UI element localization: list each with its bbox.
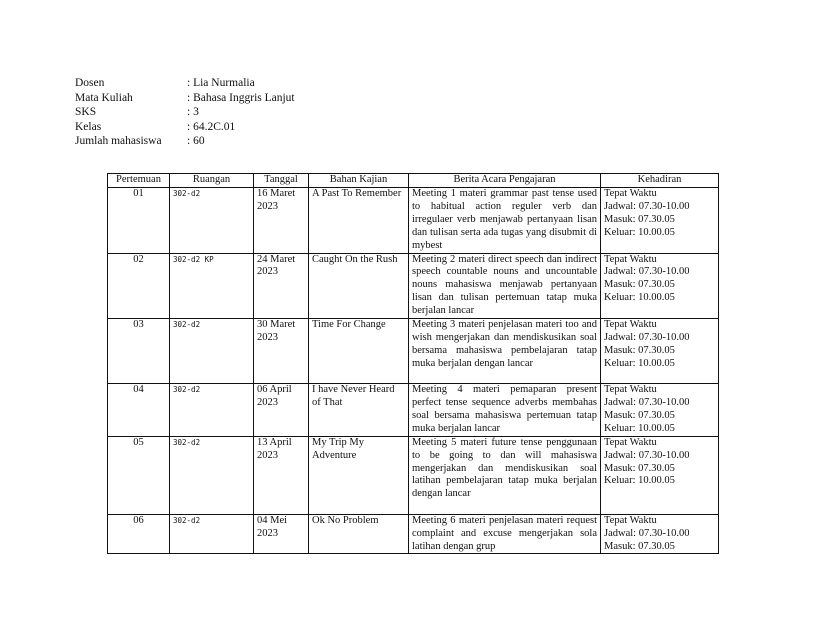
kehadiran-status: Tepat Waktu [604,188,657,199]
kehadiran-masuk: Masuk: 07.30.05 [604,409,675,421]
teaching-report-table [107,173,719,554]
kehadiran-masuk: Masuk: 07.30.05 [604,462,675,474]
cell-pertemuan: 02 [108,253,170,319]
cell-berita-acara: Meeting 2 materi direct speech dan indirect speech countable nouns and uncountable nouns mahasiswa menjawab pertanyaan lisan dan tulisan pertemuan tatap muka berjalan lancar [409,253,601,319]
column-header: Kehadiran [601,174,719,188]
cell-berita-acara: Meeting 5 materi future tense penggunaan to be going to dan will mahasiswa mengerjakan dan mendiskusikan soal latihan pembelajaran tatap muka berjalan dengan lancar [409,436,601,514]
cell-kehadiran [601,514,719,554]
info-label: Kelas [75,120,102,133]
kehadiran-jadwal: Jadwal: 07.30-10.00 [604,266,690,278]
info-row-mata-kuliah [75,91,295,106]
cell-bahan-kajian: I have Never Heard of That [309,384,409,437]
kehadiran-keluar: Keluar: 10.00.05 [604,475,675,487]
cell-bahan-kajian: A Past To Remember [309,188,409,254]
column-header: Berita Acara Pengajaran [409,174,601,188]
table-row [108,253,719,319]
cell-berita-acara: Meeting 6 materi penjelasan materi request complaint and excuse mengerjakan sola latihan dengan grup [409,514,601,554]
kehadiran-jadwal: Jadwal: 07.30-10.00 [604,200,690,212]
cell-tanggal: 06 April 2023 [254,384,309,437]
cell-kehadiran [601,436,719,514]
kehadiran-keluar: Keluar: 10.00.05 [604,357,675,369]
kehadiran-jadwal: Jadwal: 07.30-10.00 [604,396,690,408]
info-row-sks [75,105,295,120]
cell-bahan-kajian: My Trip My Adventure [309,436,409,514]
info-row-jumlah-mahasiswa [75,134,295,149]
table-row [108,384,719,437]
cell-ruangan: 302-d2 [170,188,254,254]
cell-ruangan: 302-d2 [170,384,254,437]
info-label: Mata Kuliah [75,91,133,104]
cell-kehadiran [601,188,719,254]
kehadiran-status: Tepat Waktu [604,253,657,265]
cell-bahan-kajian: Caught On the Rush [309,253,409,319]
cell-ruangan: 302-d2 [170,319,254,384]
cell-bahan-kajian: Ok No Problem [309,514,409,554]
table-row [108,188,719,254]
cell-tanggal: 16 Maret 2023 [254,188,309,254]
kehadiran-keluar: Keluar: 10.00.05 [604,292,675,304]
info-label: SKS [75,106,97,119]
column-header: Ruangan [170,174,254,188]
kehadiran-masuk: Masuk: 07.30.05 [604,540,675,552]
cell-berita-acara: Meeting 1 materi grammar past tense used to habitual action reguler verb dan irregulaer verb menjawab pertanyaan lisan dan tulisan serta ada tugas yang disubmit di mybest [409,188,601,254]
kehadiran-jadwal: Jadwal: 07.30-10.00 [604,449,690,461]
column-header: Pertemuan [108,174,170,188]
info-label: Dosen [75,77,105,89]
cell-tanggal: 04 Mei 2023 [254,514,309,554]
kehadiran-masuk: Masuk: 07.30.05 [604,279,675,291]
table-row [108,319,719,384]
column-header: Tanggal [254,174,309,188]
column-header: Bahan Kajian [309,174,409,188]
kehadiran-jadwal: Jadwal: 07.30-10.00 [604,331,690,343]
cell-kehadiran [601,384,719,437]
cell-kehadiran [601,319,719,384]
info-row-dosen [75,76,295,91]
info-value: : 64.2C.01 [187,120,236,133]
cell-tanggal: 13 April 2023 [254,436,309,514]
table-row [108,436,719,514]
cell-pertemuan: 06 [108,514,170,554]
kehadiran-keluar: Keluar: 10.00.05 [604,226,675,238]
kehadiran-status: Tepat Waktu [604,384,657,396]
kehadiran-status: Tepat Waktu [604,319,657,331]
info-value: : Bahasa Inggris Lanjut [187,91,295,104]
kehadiran-masuk: Masuk: 07.30.05 [604,213,675,225]
cell-tanggal: 24 Maret 2023 [254,253,309,319]
cell-ruangan: 302-d2 KP [170,253,254,319]
info-value: : 60 [187,135,205,148]
kehadiran-keluar: Keluar: 10.00.05 [604,422,675,434]
cell-pertemuan: 03 [108,319,170,384]
cell-pertemuan: 04 [108,384,170,437]
cell-ruangan: 302-d2 [170,436,254,514]
kehadiran-jadwal: Jadwal: 07.30-10.00 [604,527,690,539]
table-header-row [108,174,719,188]
kehadiran-status: Tepat Waktu [604,436,657,448]
cell-berita-acara: Meeting 3 materi penjelasan materi too and wish mengerjakan dan mendiskusikan soal bersama mahasiswa pembelajaran tatap muka berjalan dengan lancar [409,319,601,384]
cell-pertemuan: 05 [108,436,170,514]
info-value: : Lia Nurmalia [187,77,255,89]
cell-tanggal: 30 Maret 2023 [254,319,309,384]
cell-bahan-kajian: Time For Change [309,319,409,384]
cell-berita-acara: Meeting 4 materi pemaparan present perfect tense sequence adverbs membahas soal bersama mahasiswa pertemuan tatap muka berjalan lancar [409,384,601,437]
cell-kehadiran [601,253,719,319]
cell-ruangan: 302-d2 [170,514,254,554]
cell-pertemuan: 01 [108,188,170,254]
kehadiran-masuk: Masuk: 07.30.05 [604,344,675,356]
kehadiran-status: Tepat Waktu [604,514,657,526]
course-info [75,76,295,149]
table-row [108,514,719,554]
info-value: : 3 [187,106,199,119]
info-row-kelas [75,120,295,135]
info-label: Jumlah mahasiswa [75,135,162,148]
